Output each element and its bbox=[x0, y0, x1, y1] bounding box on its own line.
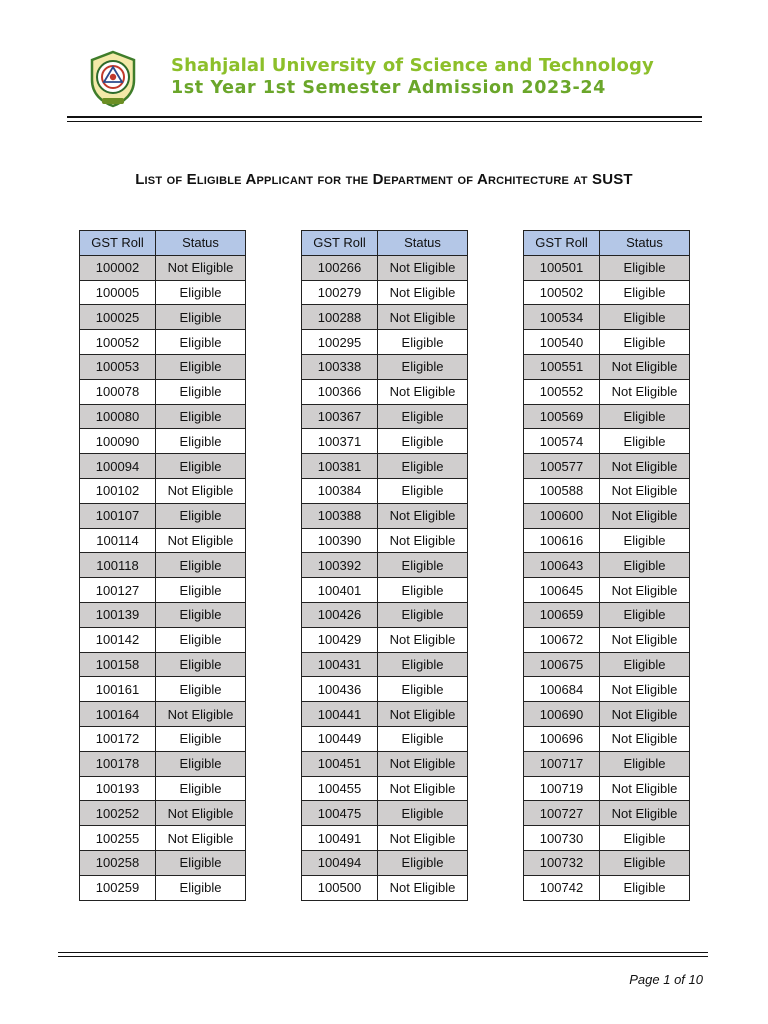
footer-divider-thin bbox=[58, 956, 708, 957]
table-row bbox=[302, 826, 468, 851]
column-header-status: Status bbox=[156, 231, 246, 256]
table-row bbox=[524, 751, 690, 776]
gst-roll-cell: 100717 bbox=[524, 751, 600, 776]
status-cell: Not Eligible bbox=[600, 801, 690, 826]
gst-roll-cell: 100255 bbox=[80, 826, 156, 851]
table-row bbox=[302, 280, 468, 305]
gst-roll-cell: 100569 bbox=[524, 404, 600, 429]
gst-roll-cell: 100164 bbox=[80, 702, 156, 727]
status-cell: Eligible bbox=[600, 826, 690, 851]
table-row bbox=[524, 429, 690, 454]
table-row bbox=[80, 677, 246, 702]
status-cell: Eligible bbox=[378, 404, 468, 429]
status-cell: Eligible bbox=[378, 553, 468, 578]
table-row bbox=[80, 305, 246, 330]
table-row bbox=[524, 478, 690, 503]
gst-roll-cell: 100643 bbox=[524, 553, 600, 578]
status-cell: Eligible bbox=[600, 280, 690, 305]
gst-roll-cell: 100090 bbox=[80, 429, 156, 454]
status-cell: Eligible bbox=[156, 677, 246, 702]
gst-roll-cell: 100577 bbox=[524, 454, 600, 479]
gst-roll-cell: 100501 bbox=[524, 255, 600, 280]
status-cell: Eligible bbox=[378, 454, 468, 479]
gst-roll-cell: 100288 bbox=[302, 305, 378, 330]
gst-roll-cell: 100295 bbox=[302, 330, 378, 355]
gst-roll-cell: 100436 bbox=[302, 677, 378, 702]
page-header bbox=[0, 0, 768, 130]
gst-roll-cell: 100491 bbox=[302, 826, 378, 851]
gst-roll-cell: 100390 bbox=[302, 528, 378, 553]
gst-roll-cell: 100672 bbox=[524, 627, 600, 652]
table-row bbox=[302, 305, 468, 330]
table-row bbox=[302, 677, 468, 702]
status-cell: Eligible bbox=[600, 875, 690, 900]
gst-roll-cell: 100178 bbox=[80, 751, 156, 776]
gst-roll-cell: 100142 bbox=[80, 627, 156, 652]
gst-roll-cell: 100659 bbox=[524, 602, 600, 627]
gst-roll-cell: 100494 bbox=[302, 850, 378, 875]
table-row bbox=[302, 652, 468, 677]
table-row bbox=[80, 404, 246, 429]
table-row bbox=[524, 454, 690, 479]
status-cell: Not Eligible bbox=[600, 627, 690, 652]
table-row bbox=[524, 578, 690, 603]
gst-roll-cell: 100366 bbox=[302, 379, 378, 404]
status-cell: Eligible bbox=[156, 330, 246, 355]
gst-roll-cell: 100193 bbox=[80, 776, 156, 801]
gst-roll-cell: 100005 bbox=[80, 280, 156, 305]
status-cell: Eligible bbox=[156, 627, 246, 652]
status-cell: Not Eligible bbox=[600, 702, 690, 727]
column-header-gst-roll: GST Roll bbox=[524, 231, 600, 256]
gst-roll-cell: 100338 bbox=[302, 354, 378, 379]
gst-roll-cell: 100645 bbox=[524, 578, 600, 603]
status-cell: Eligible bbox=[600, 602, 690, 627]
table-row bbox=[80, 578, 246, 603]
table-row bbox=[524, 627, 690, 652]
gst-roll-cell: 100690 bbox=[524, 702, 600, 727]
table-row bbox=[524, 875, 690, 900]
gst-roll-cell: 100401 bbox=[302, 578, 378, 603]
table-row bbox=[80, 503, 246, 528]
column-header-status: Status bbox=[378, 231, 468, 256]
table-row bbox=[80, 330, 246, 355]
status-cell: Not Eligible bbox=[156, 801, 246, 826]
status-cell: Eligible bbox=[378, 478, 468, 503]
gst-roll-cell: 100534 bbox=[524, 305, 600, 330]
table-row bbox=[524, 677, 690, 702]
table-row bbox=[302, 553, 468, 578]
gst-roll-cell: 100451 bbox=[302, 751, 378, 776]
status-cell: Not Eligible bbox=[600, 726, 690, 751]
gst-roll-cell: 100429 bbox=[302, 627, 378, 652]
status-cell: Eligible bbox=[378, 354, 468, 379]
status-cell: Not Eligible bbox=[600, 776, 690, 801]
table-row bbox=[302, 751, 468, 776]
table-row bbox=[80, 702, 246, 727]
table-row bbox=[302, 354, 468, 379]
status-cell: Eligible bbox=[156, 751, 246, 776]
status-cell: Eligible bbox=[156, 850, 246, 875]
status-cell: Eligible bbox=[600, 330, 690, 355]
gst-roll-cell: 100114 bbox=[80, 528, 156, 553]
gst-roll-cell: 100025 bbox=[80, 305, 156, 330]
table-row bbox=[80, 627, 246, 652]
gst-roll-cell: 100388 bbox=[302, 503, 378, 528]
gst-roll-cell: 100371 bbox=[302, 429, 378, 454]
table-row bbox=[80, 826, 246, 851]
table-row bbox=[302, 627, 468, 652]
status-cell: Not Eligible bbox=[156, 702, 246, 727]
gst-roll-cell: 100540 bbox=[524, 330, 600, 355]
gst-roll-cell: 100367 bbox=[302, 404, 378, 429]
gst-roll-cell: 100441 bbox=[302, 702, 378, 727]
table-row bbox=[302, 255, 468, 280]
status-cell: Not Eligible bbox=[378, 826, 468, 851]
table-row bbox=[302, 454, 468, 479]
gst-roll-cell: 100279 bbox=[302, 280, 378, 305]
gst-roll-cell: 100475 bbox=[302, 801, 378, 826]
gst-roll-cell: 100500 bbox=[302, 875, 378, 900]
status-cell: Eligible bbox=[600, 404, 690, 429]
table-row bbox=[302, 850, 468, 875]
status-cell: Not Eligible bbox=[600, 578, 690, 603]
status-cell: Eligible bbox=[600, 255, 690, 280]
status-cell: Not Eligible bbox=[600, 379, 690, 404]
table-row bbox=[80, 751, 246, 776]
table-row bbox=[524, 602, 690, 627]
gst-roll-cell: 100696 bbox=[524, 726, 600, 751]
gst-roll-cell: 100053 bbox=[80, 354, 156, 379]
status-cell: Not Eligible bbox=[156, 478, 246, 503]
status-cell: Not Eligible bbox=[378, 503, 468, 528]
gst-roll-cell: 100616 bbox=[524, 528, 600, 553]
status-cell: Eligible bbox=[156, 602, 246, 627]
column-header-status: Status bbox=[600, 231, 690, 256]
table-row bbox=[302, 578, 468, 603]
table-row bbox=[524, 354, 690, 379]
status-cell: Not Eligible bbox=[378, 305, 468, 330]
gst-roll-cell: 100574 bbox=[524, 429, 600, 454]
status-cell: Not Eligible bbox=[378, 875, 468, 900]
header-divider-thin bbox=[67, 121, 702, 122]
table-row bbox=[80, 553, 246, 578]
table-row bbox=[524, 404, 690, 429]
status-cell: Eligible bbox=[156, 404, 246, 429]
status-cell: Not Eligible bbox=[156, 255, 246, 280]
table-row bbox=[524, 726, 690, 751]
gst-roll-cell: 100719 bbox=[524, 776, 600, 801]
gst-roll-cell: 100684 bbox=[524, 677, 600, 702]
table-row bbox=[524, 330, 690, 355]
status-cell: Eligible bbox=[156, 578, 246, 603]
status-cell: Eligible bbox=[600, 553, 690, 578]
table-row bbox=[524, 379, 690, 404]
status-cell: Not Eligible bbox=[600, 478, 690, 503]
status-cell: Eligible bbox=[600, 850, 690, 875]
status-cell: Eligible bbox=[156, 454, 246, 479]
roll-table-2 bbox=[301, 230, 468, 901]
university-logo-icon bbox=[88, 50, 138, 108]
table-row bbox=[302, 528, 468, 553]
table-row bbox=[302, 702, 468, 727]
gst-roll-cell: 100732 bbox=[524, 850, 600, 875]
status-cell: Eligible bbox=[378, 850, 468, 875]
gst-roll-cell: 100080 bbox=[80, 404, 156, 429]
gst-roll-cell: 100259 bbox=[80, 875, 156, 900]
table-row bbox=[524, 553, 690, 578]
table-row bbox=[80, 528, 246, 553]
table-row bbox=[80, 478, 246, 503]
status-cell: Not Eligible bbox=[378, 702, 468, 727]
table-row bbox=[524, 702, 690, 727]
gst-roll-cell: 100455 bbox=[302, 776, 378, 801]
status-cell: Not Eligible bbox=[378, 528, 468, 553]
admission-subtitle: 1st Year 1st Semester Admission 2023-24 bbox=[171, 78, 606, 98]
gst-roll-cell: 100675 bbox=[524, 652, 600, 677]
gst-roll-cell: 100094 bbox=[80, 454, 156, 479]
table-row bbox=[80, 602, 246, 627]
gst-roll-cell: 100552 bbox=[524, 379, 600, 404]
table-row bbox=[80, 255, 246, 280]
gst-roll-cell: 100161 bbox=[80, 677, 156, 702]
gst-roll-cell: 100052 bbox=[80, 330, 156, 355]
status-cell: Eligible bbox=[156, 553, 246, 578]
table-row bbox=[302, 776, 468, 801]
status-cell: Eligible bbox=[378, 652, 468, 677]
status-cell: Eligible bbox=[156, 379, 246, 404]
gst-roll-cell: 100588 bbox=[524, 478, 600, 503]
gst-roll-cell: 100172 bbox=[80, 726, 156, 751]
gst-roll-cell: 100258 bbox=[80, 850, 156, 875]
table-row bbox=[302, 404, 468, 429]
gst-roll-cell: 100266 bbox=[302, 255, 378, 280]
status-cell: Eligible bbox=[378, 330, 468, 355]
column-header-gst-roll: GST Roll bbox=[302, 231, 378, 256]
status-cell: Eligible bbox=[378, 677, 468, 702]
table-row bbox=[80, 850, 246, 875]
gst-roll-cell: 100102 bbox=[80, 478, 156, 503]
gst-roll-cell: 100158 bbox=[80, 652, 156, 677]
table-row bbox=[524, 528, 690, 553]
roll-table-1 bbox=[79, 230, 246, 901]
table-row bbox=[524, 826, 690, 851]
gst-roll-cell: 100449 bbox=[302, 726, 378, 751]
table-row bbox=[302, 602, 468, 627]
gst-roll-cell: 100107 bbox=[80, 503, 156, 528]
table-row bbox=[302, 379, 468, 404]
status-cell: Eligible bbox=[378, 578, 468, 603]
status-cell: Eligible bbox=[378, 726, 468, 751]
table-row bbox=[302, 503, 468, 528]
gst-roll-cell: 100078 bbox=[80, 379, 156, 404]
table-row bbox=[302, 429, 468, 454]
gst-roll-cell: 100139 bbox=[80, 602, 156, 627]
table-row bbox=[302, 726, 468, 751]
gst-roll-cell: 100600 bbox=[524, 503, 600, 528]
status-cell: Eligible bbox=[600, 528, 690, 553]
status-cell: Not Eligible bbox=[378, 627, 468, 652]
document-title: List of Eligible Applicant for the Department of Architecture at SUST bbox=[135, 171, 633, 188]
university-name: Shahjalal University of Science and Technology bbox=[171, 55, 654, 76]
status-cell: Not Eligible bbox=[600, 677, 690, 702]
gst-roll-cell: 100551 bbox=[524, 354, 600, 379]
gst-roll-cell: 100252 bbox=[80, 801, 156, 826]
table-row bbox=[80, 379, 246, 404]
status-cell: Not Eligible bbox=[378, 255, 468, 280]
table-row bbox=[524, 255, 690, 280]
status-cell: Not Eligible bbox=[156, 826, 246, 851]
page-number: Page 1 of 10 bbox=[629, 972, 703, 987]
table-row bbox=[524, 776, 690, 801]
status-cell: Eligible bbox=[156, 305, 246, 330]
gst-roll-cell: 100127 bbox=[80, 578, 156, 603]
table-row bbox=[524, 280, 690, 305]
table-row bbox=[80, 801, 246, 826]
table-row bbox=[302, 478, 468, 503]
status-cell: Eligible bbox=[378, 429, 468, 454]
table-row bbox=[302, 801, 468, 826]
status-cell: Not Eligible bbox=[600, 503, 690, 528]
header-divider bbox=[67, 116, 702, 118]
column-header-gst-roll: GST Roll bbox=[80, 231, 156, 256]
status-cell: Not Eligible bbox=[378, 776, 468, 801]
gst-roll-cell: 100431 bbox=[302, 652, 378, 677]
status-cell: Eligible bbox=[156, 429, 246, 454]
status-cell: Eligible bbox=[156, 776, 246, 801]
table-row bbox=[524, 503, 690, 528]
status-cell: Not Eligible bbox=[156, 528, 246, 553]
status-cell: Eligible bbox=[600, 305, 690, 330]
table-row bbox=[80, 875, 246, 900]
table-row bbox=[302, 875, 468, 900]
status-cell: Eligible bbox=[156, 280, 246, 305]
status-cell: Eligible bbox=[600, 751, 690, 776]
gst-roll-cell: 100392 bbox=[302, 553, 378, 578]
table-row bbox=[80, 776, 246, 801]
status-cell: Eligible bbox=[156, 652, 246, 677]
table-row bbox=[302, 330, 468, 355]
table-row bbox=[524, 801, 690, 826]
gst-roll-cell: 100727 bbox=[524, 801, 600, 826]
status-cell: Eligible bbox=[600, 429, 690, 454]
status-cell: Eligible bbox=[378, 602, 468, 627]
status-cell: Eligible bbox=[156, 875, 246, 900]
status-cell: Not Eligible bbox=[600, 354, 690, 379]
table-row bbox=[524, 305, 690, 330]
status-cell: Not Eligible bbox=[378, 379, 468, 404]
gst-roll-cell: 100381 bbox=[302, 454, 378, 479]
gst-roll-cell: 100118 bbox=[80, 553, 156, 578]
footer-divider bbox=[58, 952, 708, 953]
table-row bbox=[80, 726, 246, 751]
status-cell: Eligible bbox=[156, 354, 246, 379]
status-cell: Eligible bbox=[156, 503, 246, 528]
status-cell: Eligible bbox=[600, 652, 690, 677]
table-row bbox=[524, 850, 690, 875]
table-row bbox=[80, 454, 246, 479]
roll-table-3 bbox=[523, 230, 690, 901]
table-row bbox=[80, 354, 246, 379]
gst-roll-cell: 100742 bbox=[524, 875, 600, 900]
status-cell: Eligible bbox=[378, 801, 468, 826]
gst-roll-cell: 100002 bbox=[80, 255, 156, 280]
status-cell: Not Eligible bbox=[600, 454, 690, 479]
gst-roll-cell: 100426 bbox=[302, 602, 378, 627]
status-cell: Eligible bbox=[156, 726, 246, 751]
table-row bbox=[80, 280, 246, 305]
gst-roll-cell: 100384 bbox=[302, 478, 378, 503]
gst-roll-cell: 100502 bbox=[524, 280, 600, 305]
status-cell: Not Eligible bbox=[378, 280, 468, 305]
table-row bbox=[80, 429, 246, 454]
table-row bbox=[524, 652, 690, 677]
table-row bbox=[80, 652, 246, 677]
status-cell: Not Eligible bbox=[378, 751, 468, 776]
gst-roll-cell: 100730 bbox=[524, 826, 600, 851]
